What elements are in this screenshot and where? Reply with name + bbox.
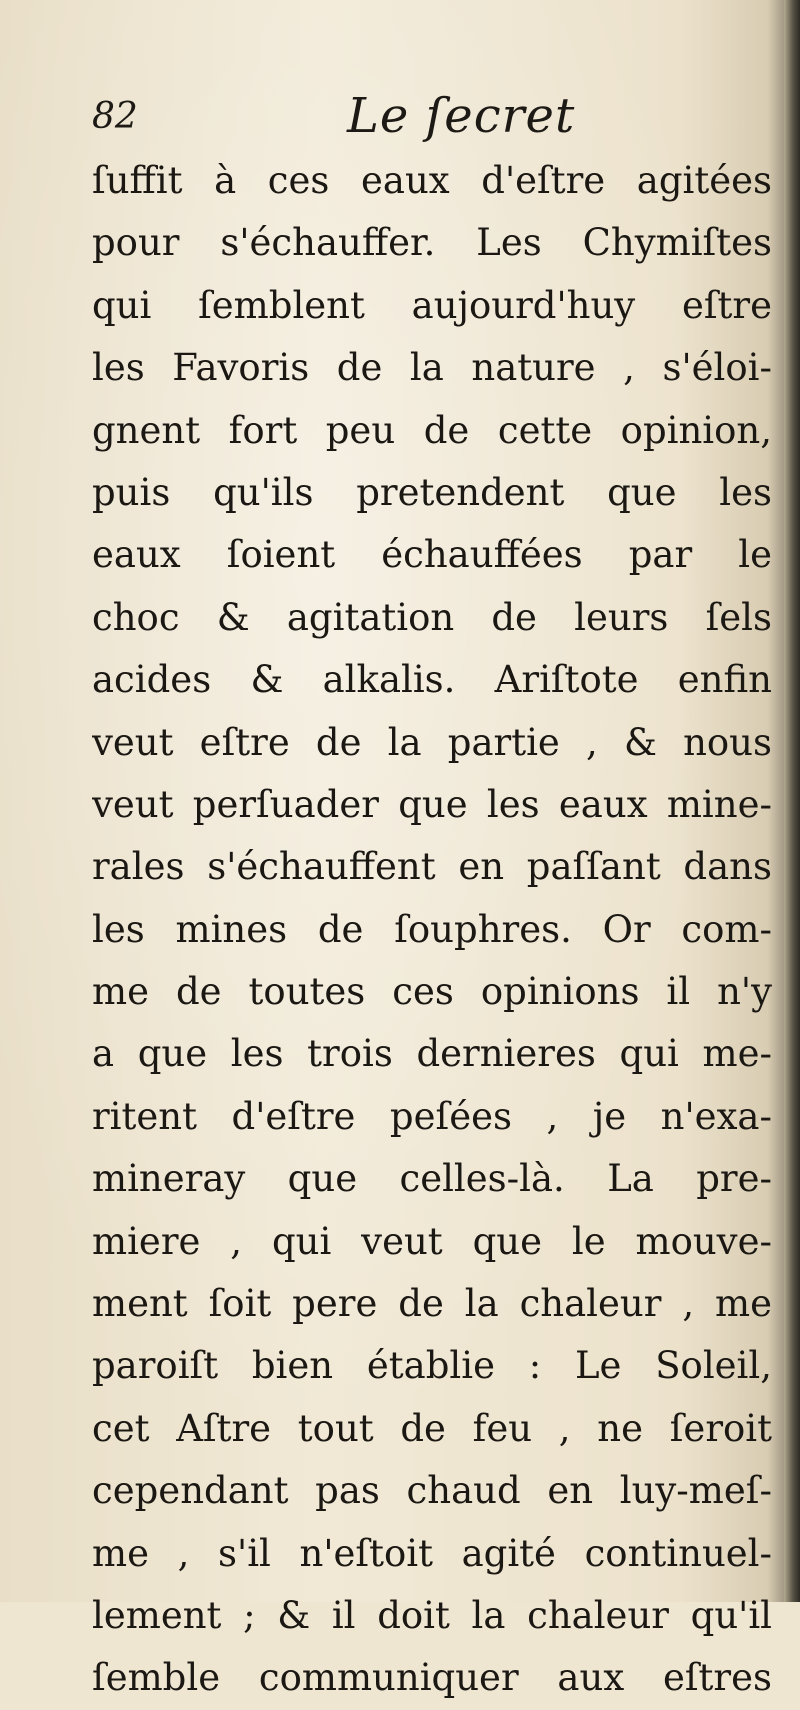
page-edge-shadow xyxy=(784,0,800,1602)
text-line: ritent d'eſtre peſées , je n'exa- xyxy=(92,1094,772,1138)
text-line: acides & alkalis. Ariſtote enfin xyxy=(92,658,772,702)
page-number: 82 xyxy=(92,96,138,137)
text-line: rales s'échauffent en paſſant dans xyxy=(92,845,772,889)
text-line: cet Aſtre tout de feu , ne ſeroit xyxy=(92,1406,772,1450)
text-line: veut perſuader que les eaux mine- xyxy=(92,782,772,826)
text-line: lement ; & il doit la chaleur qu'il xyxy=(92,1593,772,1637)
text-line: qui ſemblent aujourd'huy eſtre xyxy=(92,283,772,327)
text-line: gnent fort peu de cette opinion, xyxy=(92,408,772,452)
text-line: miere , qui veut que le mouve- xyxy=(92,1219,772,1263)
text-line: ſuffit à ces eaux d'eſtre agitées xyxy=(92,159,772,202)
page-header xyxy=(92,88,692,148)
text-line: ſemble communiquer aux eſtres xyxy=(92,1656,772,1700)
text-line: les mines de ſouphres. Or com- xyxy=(92,907,772,951)
running-head: Le ſecret xyxy=(347,88,576,144)
text-line: paroiſt bien établie : Le Soleil, xyxy=(92,1344,772,1388)
text-line: pour s'échauffer. Les Chymiſtes xyxy=(92,221,772,265)
text-line: choc & agitation de leurs ſels xyxy=(92,595,772,639)
text-line: a que les trois dernieres qui me- xyxy=(92,1032,772,1076)
body-text xyxy=(92,150,782,1710)
text-line: me de toutes ces opinions il n'y xyxy=(92,970,772,1014)
text-line: cependant pas chaud en luy-meſ- xyxy=(92,1469,772,1513)
text-line: puis qu'ils pretendent que les xyxy=(92,470,772,514)
text-line: ment ſoit pere de la chaleur , me xyxy=(92,1282,772,1326)
text-line: me , s'il n'eſtoit agité continuel- xyxy=(92,1531,772,1575)
text-line: veut eſtre de la partie , & nous xyxy=(92,720,772,764)
text-line: eaux ſoient échauffées par le xyxy=(92,533,772,577)
text-line: les Favoris de la nature , s'éloi- xyxy=(92,346,772,390)
text-line: mineray que celles-là. La pre- xyxy=(92,1157,772,1201)
